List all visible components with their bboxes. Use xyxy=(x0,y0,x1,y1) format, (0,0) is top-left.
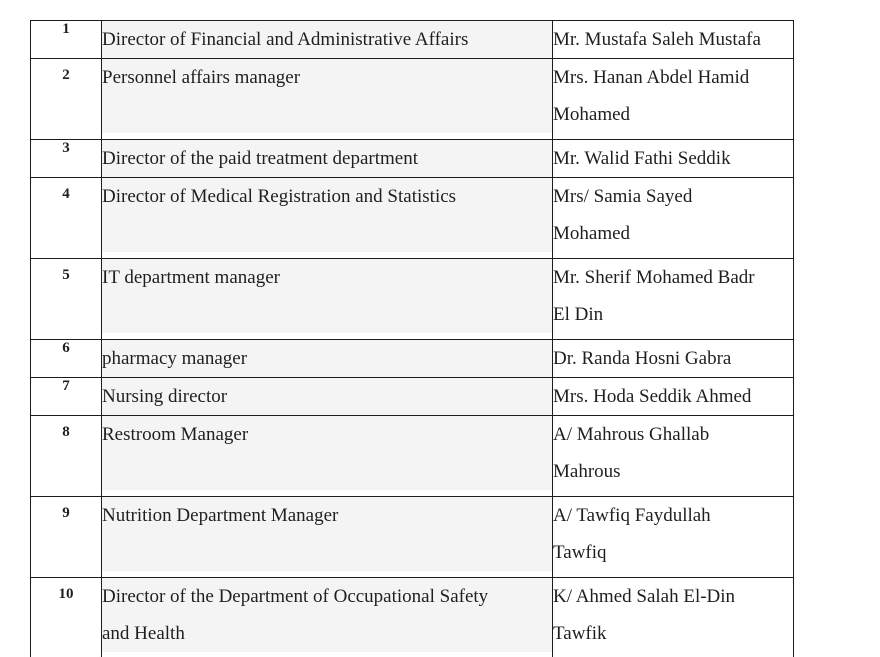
role-cell xyxy=(102,59,553,140)
person-cell xyxy=(553,259,794,340)
person-name-text: Mohamed xyxy=(553,223,631,244)
role-text: pharmacy manager xyxy=(102,340,552,377)
table-row xyxy=(31,378,794,416)
role-text: Nursing director xyxy=(102,378,552,415)
table-row xyxy=(31,259,794,340)
person-name-text: Mr. Walid Fathi Seddik xyxy=(553,148,731,169)
person-cell xyxy=(553,21,794,59)
staff-table xyxy=(30,20,794,657)
row-number: 10 xyxy=(31,578,102,657)
person-cell xyxy=(553,140,794,178)
table-row xyxy=(31,21,794,59)
row-number: 1 xyxy=(31,21,102,59)
role-text: Director of the Department of Occupational Safety xyxy=(102,578,552,615)
role-text: Director of the paid treatment department xyxy=(102,140,552,177)
person-name-text: El Din xyxy=(553,304,604,325)
person-name-text: Tawfiq xyxy=(553,542,607,563)
row-number: 2 xyxy=(31,59,102,140)
role-shade xyxy=(102,215,552,252)
row-number: 4 xyxy=(31,178,102,259)
role-shade xyxy=(102,296,552,333)
role-text: Director of Financial and Administrative Affairs xyxy=(102,21,552,58)
role-cell xyxy=(102,140,553,178)
person-name-text: Mrs. Hanan Abdel Hamid xyxy=(553,67,750,88)
person-name-text: A/ Mahrous Ghallab xyxy=(553,424,710,445)
person-cell xyxy=(553,378,794,416)
table-row xyxy=(31,59,794,140)
role-cell xyxy=(102,21,553,59)
role-cell xyxy=(102,259,553,340)
role-cell xyxy=(102,378,553,416)
row-number: 8 xyxy=(31,416,102,497)
table-row xyxy=(31,178,794,259)
row-number: 3 xyxy=(31,140,102,178)
person-cell xyxy=(553,59,794,140)
staff-table-body xyxy=(31,21,794,657)
row-number: 9 xyxy=(31,497,102,578)
role-cell xyxy=(102,497,553,578)
role-cell xyxy=(102,416,553,497)
person-name-text: Dr. Randa Hosni Gabra xyxy=(553,348,732,369)
person-name-text: K/ Ahmed Salah El-Din xyxy=(553,586,736,607)
row-number: 7 xyxy=(31,378,102,416)
table-row xyxy=(31,140,794,178)
role-cell xyxy=(102,340,553,378)
person-name-text: Mrs. Hoda Seddik Ahmed xyxy=(553,386,752,407)
person-cell xyxy=(553,497,794,578)
person-cell xyxy=(553,578,794,657)
role-shade xyxy=(102,534,552,571)
person-name-text: A/ Tawfiq Faydullah xyxy=(553,505,711,526)
person-name-text: Mohamed xyxy=(553,104,631,125)
role-text: Director of Medical Registration and Statistics xyxy=(102,178,552,215)
role-cell xyxy=(102,578,553,657)
role-text: Restroom Manager xyxy=(102,416,552,453)
role-text: Personnel affairs manager xyxy=(102,59,552,96)
role-shade xyxy=(102,96,552,133)
person-name-text: Mrs/ Samia Sayed xyxy=(553,186,693,207)
row-number: 6 xyxy=(31,340,102,378)
role-cell xyxy=(102,178,553,259)
table-row xyxy=(31,497,794,578)
person-cell xyxy=(553,340,794,378)
person-cell xyxy=(553,178,794,259)
table-row xyxy=(31,340,794,378)
role-shade xyxy=(102,453,552,490)
person-name-text: Mr. Mustafa Saleh Mustafa xyxy=(553,29,761,50)
person-cell xyxy=(553,416,794,497)
role-text: Nutrition Department Manager xyxy=(102,497,552,534)
row-number: 5 xyxy=(31,259,102,340)
table-row xyxy=(31,578,794,657)
person-name-text: Tawfik xyxy=(553,623,607,644)
person-name-text: Mr. Sherif Mohamed Badr xyxy=(553,267,755,288)
role-text: IT department manager xyxy=(102,259,552,296)
table-row xyxy=(31,416,794,497)
role-text: and Health xyxy=(102,615,552,652)
person-name-text: Mahrous xyxy=(553,461,621,482)
